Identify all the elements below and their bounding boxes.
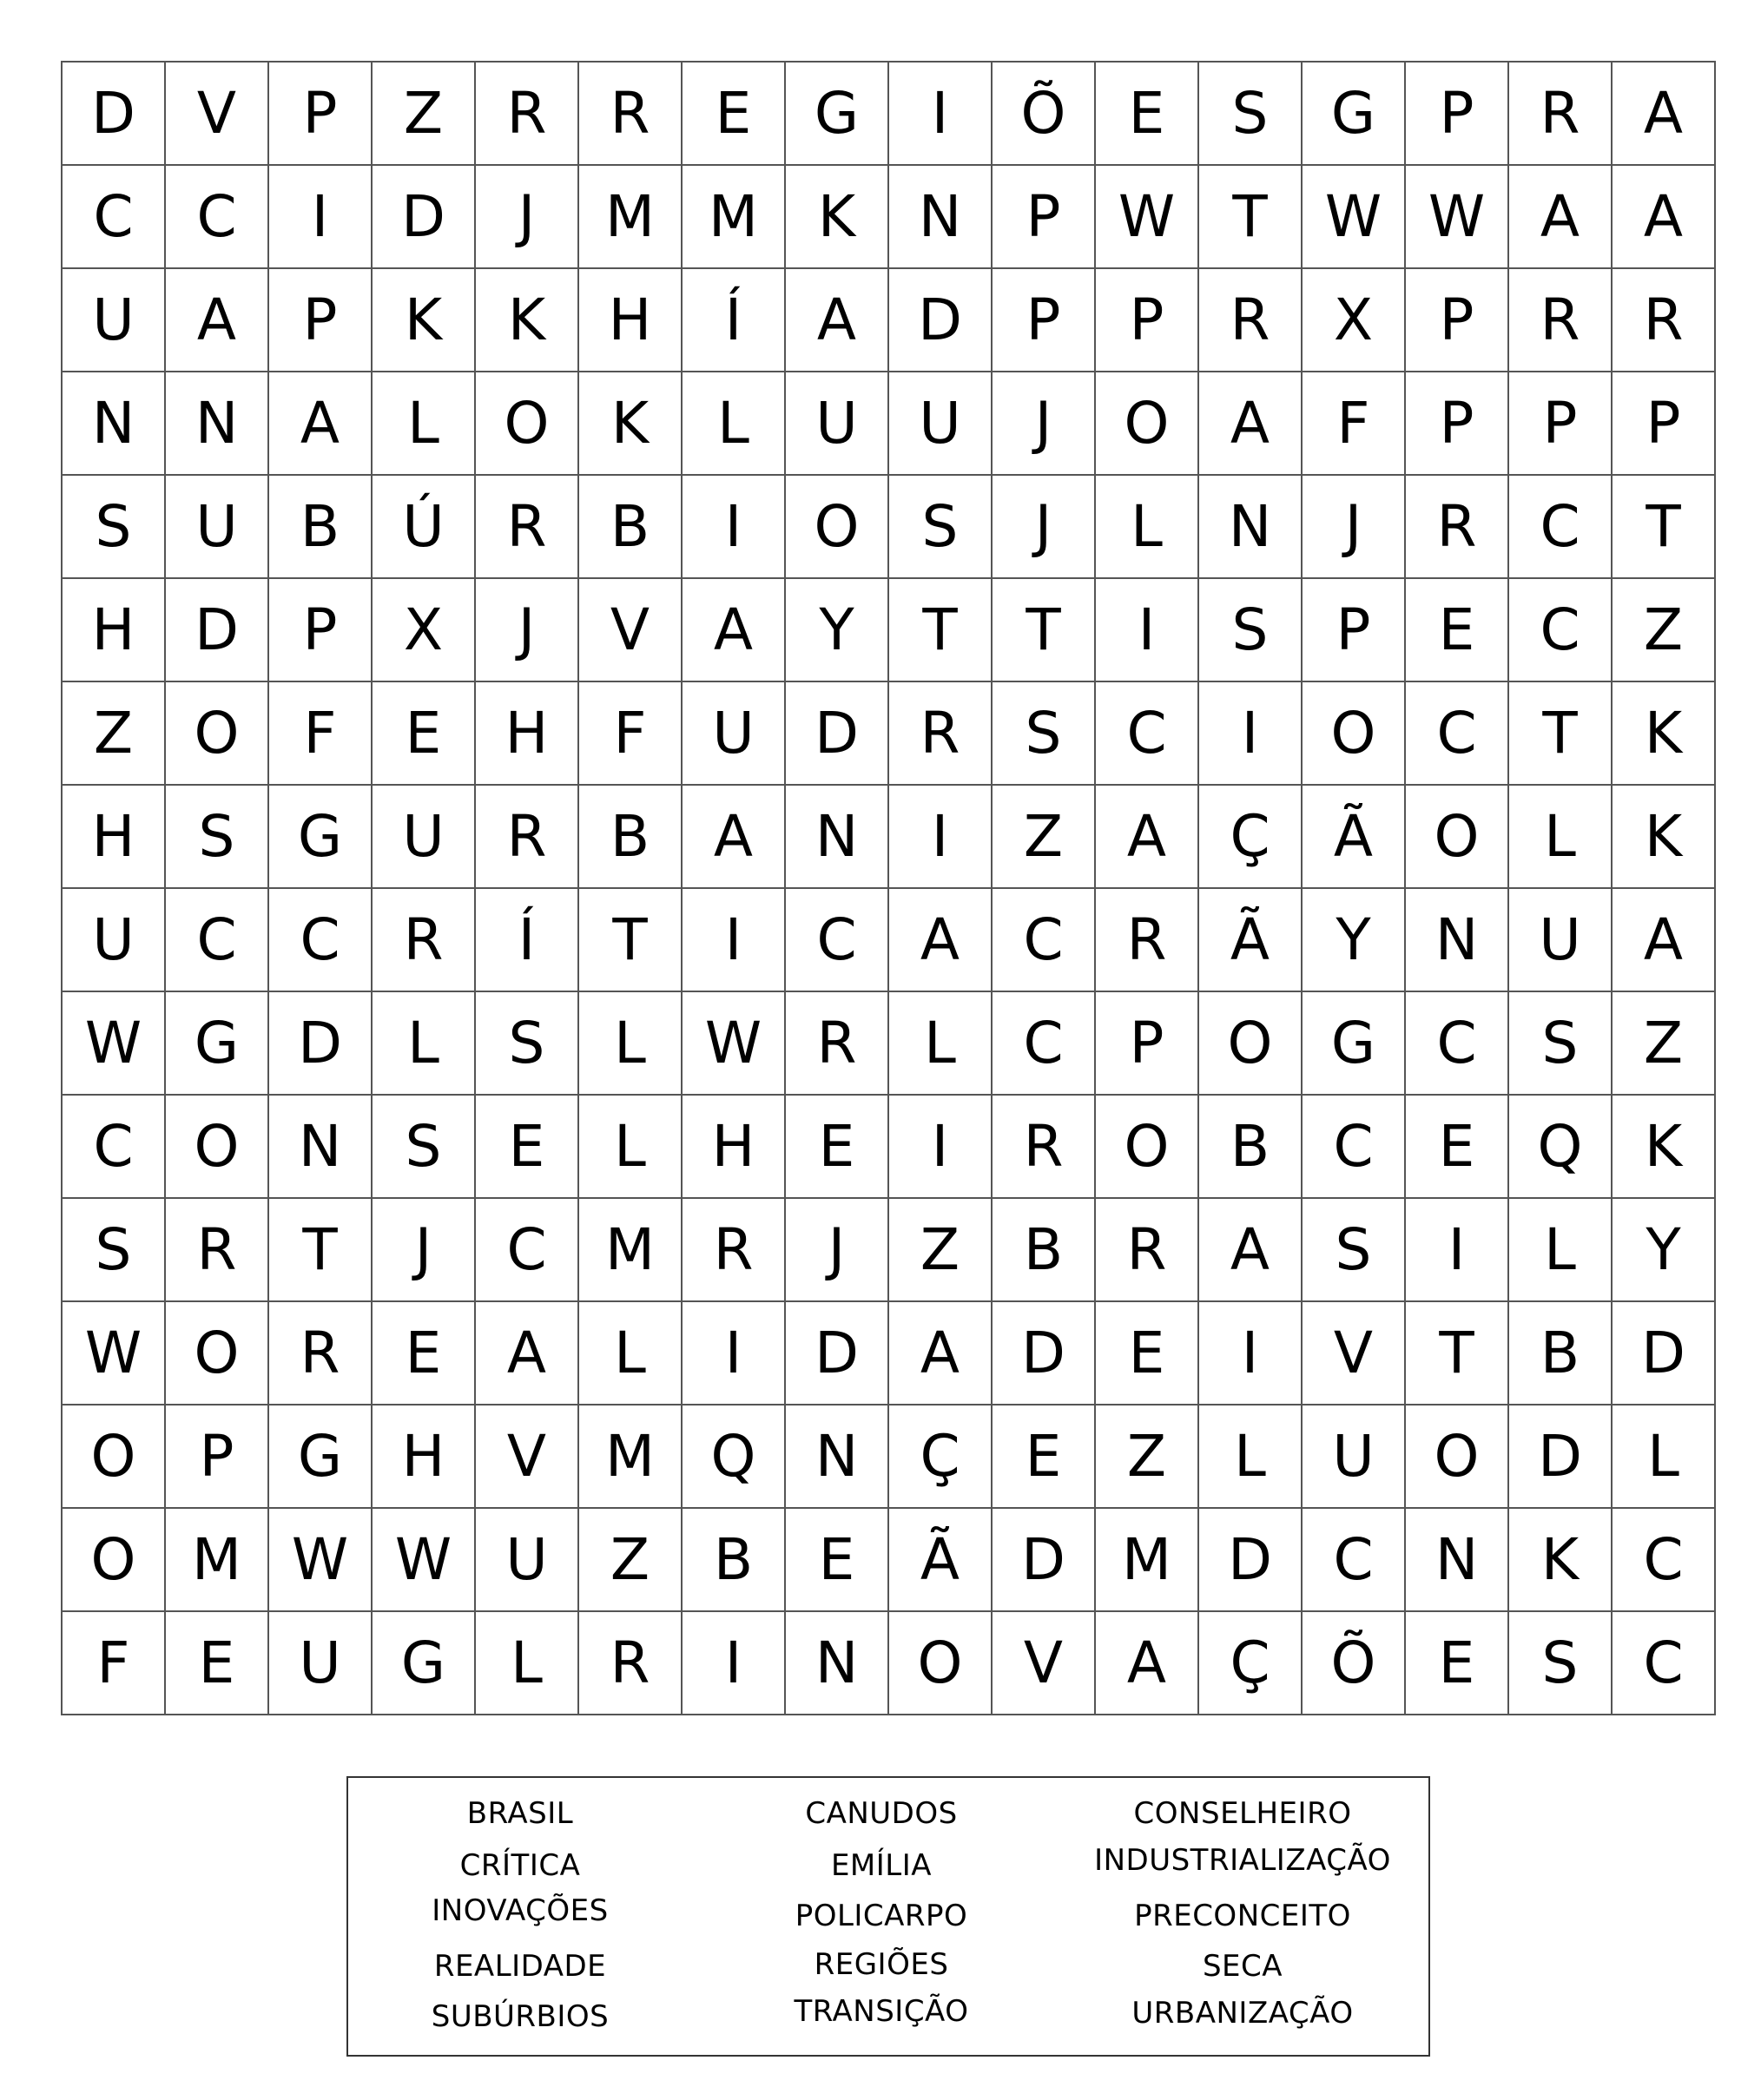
grid-cell[interactable]: U — [786, 372, 889, 476]
word-preconceito: PRECONCEITO — [1134, 1899, 1351, 1933]
grid-cell[interactable]: E — [1096, 1302, 1199, 1405]
grid-cell[interactable]: Q — [1509, 1096, 1613, 1199]
grid-cell[interactable]: Y — [786, 579, 889, 682]
grid-cell[interactable]: A — [1613, 63, 1716, 166]
grid-cell[interactable]: C — [1303, 1096, 1406, 1199]
grid-cell[interactable]: Õ — [993, 63, 1096, 166]
grid-cell[interactable]: Ç — [1199, 786, 1303, 889]
grid-cell[interactable]: J — [993, 476, 1096, 579]
grid-cell[interactable]: U — [166, 476, 269, 579]
grid-cell[interactable]: P — [1509, 372, 1613, 476]
grid-cell[interactable]: F — [1303, 372, 1406, 476]
grid-cell[interactable]: M — [579, 166, 683, 269]
grid-cell[interactable]: U — [63, 889, 166, 992]
grid-cell[interactable]: M — [166, 1509, 269, 1612]
grid-cell[interactable]: J — [993, 372, 1096, 476]
grid-cell[interactable]: H — [373, 1405, 476, 1509]
word-industrializacao: INDUSTRIALIZAÇÃO — [1094, 1843, 1391, 1878]
grid-cell[interactable]: U — [1303, 1405, 1406, 1509]
grid-cell[interactable]: N — [786, 1612, 889, 1715]
grid-cell[interactable]: C — [1406, 992, 1509, 1096]
grid-cell[interactable]: I — [683, 1302, 786, 1405]
grid-cell[interactable]: E — [1406, 1612, 1509, 1715]
grid-cell[interactable]: N — [1406, 1509, 1509, 1612]
grid-cell[interactable]: E — [476, 1096, 579, 1199]
grid-cell[interactable]: T — [1613, 476, 1716, 579]
grid-cell[interactable]: L — [1509, 786, 1613, 889]
grid-cell[interactable]: P — [993, 269, 1096, 372]
grid-cell[interactable]: S — [476, 992, 579, 1096]
grid-cell[interactable]: O — [63, 1405, 166, 1509]
grid-cell[interactable]: R — [1096, 889, 1199, 992]
grid-cell[interactable]: O — [166, 1302, 269, 1405]
grid-cell[interactable]: P — [1096, 992, 1199, 1096]
grid-cell[interactable]: T — [993, 579, 1096, 682]
grid-cell[interactable]: A — [1509, 166, 1613, 269]
grid-cell[interactable]: O — [1406, 786, 1509, 889]
grid-cell[interactable]: I — [683, 889, 786, 992]
grid-cell[interactable]: B — [683, 1509, 786, 1612]
grid-cell[interactable]: Z — [1613, 992, 1716, 1096]
word-inovacoes: INOVAÇÕES — [432, 1893, 609, 1928]
grid-cell[interactable]: P — [1303, 579, 1406, 682]
grid-cell[interactable]: Z — [373, 63, 476, 166]
grid-cell[interactable]: U — [476, 1509, 579, 1612]
grid-cell[interactable]: J — [476, 579, 579, 682]
grid-cell[interactable]: W — [1406, 166, 1509, 269]
grid-cell[interactable]: E — [683, 63, 786, 166]
grid-cell[interactable]: N — [166, 372, 269, 476]
grid-cell[interactable]: A — [1613, 166, 1716, 269]
grid-cell[interactable]: D — [786, 1302, 889, 1405]
word-emilia: EMÍLIA — [830, 1848, 933, 1883]
grid-cell[interactable]: U — [1509, 889, 1613, 992]
grid-cell[interactable]: B — [1509, 1302, 1613, 1405]
grid-cell[interactable]: G — [269, 786, 373, 889]
grid-cell[interactable]: P — [1406, 269, 1509, 372]
grid-cell[interactable]: B — [579, 476, 683, 579]
grid-cell[interactable]: W — [269, 1509, 373, 1612]
word-brasil: BRASIL — [466, 1796, 574, 1831]
grid-cell[interactable]: H — [683, 1096, 786, 1199]
grid-cell[interactable]: A — [476, 1302, 579, 1405]
grid-cell[interactable]: K — [1509, 1509, 1613, 1612]
grid-cell[interactable]: Z — [1613, 579, 1716, 682]
grid-cell[interactable]: R — [1199, 269, 1303, 372]
grid-cell[interactable]: B — [579, 786, 683, 889]
grid-cell[interactable]: P — [269, 579, 373, 682]
grid-cell[interactable]: A — [269, 372, 373, 476]
grid-cell[interactable]: T — [1509, 682, 1613, 786]
grid-cell[interactable]: R — [683, 1199, 786, 1302]
grid-cell[interactable]: I — [683, 1612, 786, 1715]
grid-cell[interactable]: J — [476, 166, 579, 269]
grid-cell[interactable]: R — [476, 63, 579, 166]
grid-cell[interactable]: G — [269, 1405, 373, 1509]
grid-cell[interactable]: S — [1303, 1199, 1406, 1302]
grid-cell[interactable]: R — [166, 1199, 269, 1302]
grid-cell[interactable]: C — [1509, 579, 1613, 682]
grid-cell[interactable]: A — [786, 269, 889, 372]
grid-cell[interactable]: Í — [683, 269, 786, 372]
grid-cell[interactable]: N — [786, 786, 889, 889]
grid-cell[interactable]: B — [1199, 1096, 1303, 1199]
grid-cell[interactable]: Z — [993, 786, 1096, 889]
grid-cell[interactable]: E — [993, 1405, 1096, 1509]
grid-cell[interactable]: A — [683, 786, 786, 889]
grid-cell[interactable]: T — [269, 1199, 373, 1302]
grid-cell[interactable]: D — [166, 579, 269, 682]
grid-cell[interactable]: W — [63, 992, 166, 1096]
grid-cell[interactable]: P — [993, 166, 1096, 269]
grid-cell[interactable]: R — [269, 1302, 373, 1405]
grid-cell[interactable]: H — [63, 786, 166, 889]
grid-cell[interactable]: Z — [579, 1509, 683, 1612]
grid-cell[interactable]: T — [889, 579, 993, 682]
grid-cell[interactable]: C — [1613, 1612, 1716, 1715]
word-policarpo: POLICARPO — [795, 1899, 968, 1933]
grid-cell[interactable]: L — [579, 1302, 683, 1405]
grid-cell[interactable]: N — [889, 166, 993, 269]
grid-cell[interactable]: O — [889, 1612, 993, 1715]
grid-cell[interactable]: G — [1303, 63, 1406, 166]
grid-cell[interactable]: D — [889, 269, 993, 372]
grid-cell[interactable]: L — [579, 1096, 683, 1199]
grid-cell[interactable]: V — [1303, 1302, 1406, 1405]
grid-cell[interactable]: P — [1096, 269, 1199, 372]
grid-cell[interactable]: O — [476, 372, 579, 476]
grid-cell[interactable]: A — [889, 1302, 993, 1405]
grid-cell[interactable]: A — [683, 579, 786, 682]
grid-cell[interactable]: K — [786, 166, 889, 269]
grid-cell[interactable]: W — [683, 992, 786, 1096]
grid-cell[interactable]: U — [889, 372, 993, 476]
grid-cell[interactable]: K — [1613, 1096, 1716, 1199]
grid-cell[interactable]: M — [1096, 1509, 1199, 1612]
grid-cell[interactable]: R — [1406, 476, 1509, 579]
grid-cell[interactable]: C — [166, 889, 269, 992]
grid-cell[interactable]: Y — [1303, 889, 1406, 992]
grid-cell[interactable]: H — [579, 269, 683, 372]
grid-cell[interactable]: D — [269, 992, 373, 1096]
grid-cell[interactable]: S — [373, 1096, 476, 1199]
grid-cell[interactable]: I — [889, 63, 993, 166]
grid-cell[interactable]: N — [1199, 476, 1303, 579]
grid-cell[interactable]: E — [1406, 1096, 1509, 1199]
grid-cell[interactable]: P — [269, 63, 373, 166]
grid-cell[interactable]: W — [63, 1302, 166, 1405]
grid-cell[interactable]: L — [579, 992, 683, 1096]
grid-cell[interactable]: O — [786, 476, 889, 579]
grid-cell[interactable]: Z — [889, 1199, 993, 1302]
grid-cell[interactable]: N — [63, 372, 166, 476]
grid-cell[interactable]: E — [166, 1612, 269, 1715]
grid-cell[interactable]: E — [786, 1096, 889, 1199]
grid-cell[interactable]: G — [166, 992, 269, 1096]
grid-cell[interactable]: N — [269, 1096, 373, 1199]
grid-cell[interactable]: M — [683, 166, 786, 269]
word-urbanizacao: URBANIZAÇÃO — [1131, 1996, 1354, 2031]
grid-cell[interactable]: I — [683, 476, 786, 579]
grid-cell[interactable]: L — [373, 992, 476, 1096]
word-canudos: CANUDOS — [805, 1796, 958, 1831]
grid-cell[interactable]: R — [1509, 269, 1613, 372]
word-conselheiro: CONSELHEIRO — [1133, 1796, 1352, 1831]
grid-cell[interactable]: C — [993, 992, 1096, 1096]
grid-cell[interactable]: K — [373, 269, 476, 372]
grid-cell[interactable]: R — [1509, 63, 1613, 166]
grid-cell[interactable]: R — [476, 786, 579, 889]
grid-cell[interactable]: Q — [683, 1405, 786, 1509]
grid-cell[interactable]: S — [63, 1199, 166, 1302]
grid-cell[interactable]: K — [476, 269, 579, 372]
grid-cell[interactable]: C — [993, 889, 1096, 992]
grid-cell[interactable]: L — [1096, 476, 1199, 579]
grid-cell[interactable]: O — [1096, 372, 1199, 476]
grid-cell[interactable]: C — [786, 889, 889, 992]
grid-cell[interactable]: C — [63, 166, 166, 269]
grid-cell[interactable]: A — [1199, 1199, 1303, 1302]
grid-cell[interactable]: R — [786, 992, 889, 1096]
grid-cell[interactable]: S — [1509, 1612, 1613, 1715]
grid-cell[interactable]: H — [63, 579, 166, 682]
grid-cell[interactable]: L — [683, 372, 786, 476]
grid-cell[interactable]: I — [889, 786, 993, 889]
grid-cell[interactable]: S — [993, 682, 1096, 786]
grid-cell[interactable]: C — [1613, 1509, 1716, 1612]
grid-cell[interactable]: W — [1303, 166, 1406, 269]
grid-cell[interactable]: K — [579, 372, 683, 476]
grid-cell[interactable]: T — [1199, 166, 1303, 269]
word-bank — [346, 1776, 1430, 2057]
grid-cell[interactable]: D — [786, 682, 889, 786]
grid-cell[interactable]: P — [1406, 372, 1509, 476]
grid-cell[interactable]: D — [1613, 1302, 1716, 1405]
grid-cell[interactable]: D — [993, 1302, 1096, 1405]
grid-cell[interactable]: L — [1613, 1405, 1716, 1509]
grid-cell[interactable]: R — [476, 476, 579, 579]
grid-cell[interactable]: U — [269, 1612, 373, 1715]
word-critica: CRÍTICA — [459, 1848, 581, 1883]
grid-cell[interactable]: V — [166, 63, 269, 166]
grid-cell[interactable]: Ç — [889, 1405, 993, 1509]
grid-cell[interactable]: E — [373, 1302, 476, 1405]
grid-cell[interactable]: R — [1096, 1199, 1199, 1302]
grid-cell[interactable]: O — [166, 1096, 269, 1199]
grid-cell[interactable]: E — [1406, 579, 1509, 682]
grid-cell[interactable]: F — [63, 1612, 166, 1715]
grid-cell[interactable]: R — [993, 1096, 1096, 1199]
grid-cell[interactable]: R — [373, 889, 476, 992]
grid-cell[interactable]: R — [889, 682, 993, 786]
grid-cell[interactable]: U — [373, 786, 476, 889]
grid-cell[interactable]: A — [1096, 1612, 1199, 1715]
grid-cell[interactable]: C — [476, 1199, 579, 1302]
grid-cell[interactable]: G — [1303, 992, 1406, 1096]
grid-cell[interactable]: C — [166, 166, 269, 269]
grid-cell[interactable]: B — [993, 1199, 1096, 1302]
grid-cell[interactable]: C — [1406, 682, 1509, 786]
grid-cell[interactable]: S — [166, 786, 269, 889]
grid-cell[interactable]: X — [1303, 269, 1406, 372]
grid-cell[interactable]: K — [1613, 682, 1716, 786]
grid-cell[interactable]: P — [166, 1405, 269, 1509]
grid-cell[interactable]: L — [373, 372, 476, 476]
grid-cell[interactable]: P — [269, 269, 373, 372]
grid-cell[interactable]: N — [1406, 889, 1509, 992]
grid-cell[interactable]: C — [63, 1096, 166, 1199]
grid-cell[interactable]: A — [1613, 889, 1716, 992]
grid-cell[interactable]: I — [1199, 1302, 1303, 1405]
grid-cell[interactable]: R — [579, 1612, 683, 1715]
grid-cell[interactable]: Z — [1096, 1405, 1199, 1509]
grid-cell[interactable]: A — [166, 269, 269, 372]
grid-cell[interactable]: B — [269, 476, 373, 579]
grid-cell[interactable]: J — [786, 1199, 889, 1302]
grid-cell[interactable]: Ã — [1303, 786, 1406, 889]
grid-cell[interactable]: R — [1613, 269, 1716, 372]
grid-cell[interactable]: A — [889, 889, 993, 992]
grid-cell[interactable]: W — [1096, 166, 1199, 269]
grid-cell[interactable]: J — [1303, 476, 1406, 579]
grid-cell[interactable]: D — [993, 1509, 1096, 1612]
word-seca: SECA — [1202, 1949, 1283, 1984]
grid-cell[interactable]: L — [889, 992, 993, 1096]
grid-cell[interactable]: V — [476, 1405, 579, 1509]
grid-cell[interactable]: Ã — [889, 1509, 993, 1612]
grid-cell[interactable]: N — [786, 1405, 889, 1509]
grid-cell[interactable]: C — [1509, 476, 1613, 579]
grid-cell[interactable]: U — [683, 682, 786, 786]
grid-cell[interactable]: C — [1096, 682, 1199, 786]
word-regioes: REGIÕES — [814, 1947, 949, 1982]
grid-cell[interactable]: O — [1303, 682, 1406, 786]
grid-cell[interactable]: O — [63, 1509, 166, 1612]
grid-cell[interactable]: S — [889, 476, 993, 579]
grid-cell[interactable]: I — [1096, 579, 1199, 682]
word-suburbios: SUBÚRBIOS — [431, 1999, 610, 2034]
grid-cell[interactable]: E — [373, 682, 476, 786]
grid-cell[interactable]: A — [1096, 786, 1199, 889]
grid-cell[interactable]: J — [373, 1199, 476, 1302]
grid-cell[interactable]: V — [993, 1612, 1096, 1715]
grid-cell[interactable]: E — [786, 1509, 889, 1612]
grid-cell[interactable]: Í — [476, 889, 579, 992]
grid-cell[interactable]: K — [1613, 786, 1716, 889]
grid-cell[interactable]: Ç — [1199, 1612, 1303, 1715]
grid-cell[interactable]: T — [579, 889, 683, 992]
grid-cell[interactable]: Y — [1613, 1199, 1716, 1302]
grid-cell[interactable]: I — [1406, 1199, 1509, 1302]
grid-cell[interactable]: G — [786, 63, 889, 166]
grid-cell[interactable]: S — [63, 476, 166, 579]
grid-cell[interactable]: U — [63, 269, 166, 372]
grid-cell[interactable]: I — [889, 1096, 993, 1199]
grid-cell[interactable]: Ã — [1199, 889, 1303, 992]
grid-cell[interactable]: T — [1406, 1302, 1509, 1405]
grid-cell[interactable]: Õ — [1303, 1612, 1406, 1715]
grid-cell[interactable]: W — [373, 1509, 476, 1612]
grid-cell[interactable]: G — [373, 1612, 476, 1715]
grid-cell[interactable]: I — [269, 166, 373, 269]
grid-cell[interactable]: D — [1199, 1509, 1303, 1612]
grid-cell[interactable]: F — [269, 682, 373, 786]
grid-cell[interactable]: C — [269, 889, 373, 992]
grid-cell[interactable]: P — [1613, 372, 1716, 476]
grid-cell[interactable]: D — [373, 166, 476, 269]
grid-cell[interactable]: O — [166, 682, 269, 786]
grid-cell[interactable]: S — [1509, 992, 1613, 1096]
grid-cell[interactable]: O — [1406, 1405, 1509, 1509]
word-transicao: TRANSIÇÃO — [794, 1994, 969, 2029]
grid-cell[interactable]: S — [1199, 63, 1303, 166]
grid-cell[interactable]: A — [1199, 372, 1303, 476]
grid-cell[interactable]: Ú — [373, 476, 476, 579]
grid-cell[interactable]: D — [1509, 1405, 1613, 1509]
grid-cell[interactable]: D — [63, 63, 166, 166]
grid-cell[interactable]: Z — [63, 682, 166, 786]
grid-cell[interactable]: M — [579, 1199, 683, 1302]
grid-cell[interactable]: O — [1096, 1096, 1199, 1199]
grid-cell[interactable]: F — [579, 682, 683, 786]
grid-cell[interactable]: L — [1509, 1199, 1613, 1302]
grid-cell[interactable]: E — [1096, 63, 1199, 166]
grid-cell[interactable]: L — [1199, 1405, 1303, 1509]
grid-cell[interactable]: C — [1303, 1509, 1406, 1612]
word-realidade: REALIDADE — [433, 1949, 607, 1984]
grid-cell[interactable]: R — [579, 63, 683, 166]
grid-cell[interactable]: I — [1199, 682, 1303, 786]
grid-cell[interactable]: S — [1199, 579, 1303, 682]
grid-cell[interactable]: O — [1199, 992, 1303, 1096]
grid-cell[interactable]: M — [579, 1405, 683, 1509]
letter-grid — [61, 61, 1716, 1715]
grid-cell[interactable]: V — [579, 579, 683, 682]
grid-cell[interactable]: P — [1406, 63, 1509, 166]
grid-cell[interactable]: H — [476, 682, 579, 786]
grid-cell[interactable]: L — [476, 1612, 579, 1715]
grid-cell[interactable]: X — [373, 579, 476, 682]
